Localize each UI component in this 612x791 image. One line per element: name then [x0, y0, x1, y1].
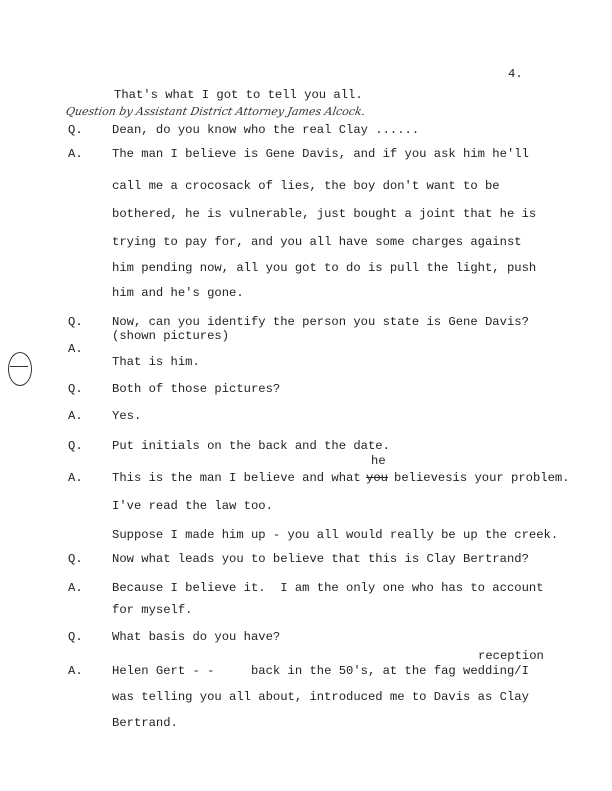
- transcript-line: call me a crocosack of lies, the boy don't want to be: [112, 179, 500, 193]
- transcript-line: Helen Gert - - back in the 50's, at the fag wedding/I: [112, 664, 529, 678]
- transcript-line: Both of those pictures?: [112, 382, 281, 396]
- speaker-label: Q.: [68, 315, 83, 329]
- transcript-line: Now, can you identify the person you state is Gene Davis?: [112, 315, 529, 329]
- transcript-line: him and he's gone.: [112, 286, 244, 300]
- transcript-line: Because I believe it. I am the only one who has to account: [112, 581, 544, 595]
- speaker-label: A.: [68, 147, 83, 161]
- speaker-label: A.: [68, 342, 83, 356]
- transcript-line: bothered, he is vulnerable, just bought a joint that he is: [112, 207, 537, 221]
- speaker-label: A.: [68, 581, 83, 595]
- speaker-label: Q.: [68, 382, 83, 396]
- transcript-line: him pending now, all you got to do is pull the light, push: [112, 261, 537, 275]
- struck-word: you: [366, 471, 388, 485]
- transcript-line: (shown pictures): [112, 329, 230, 343]
- speaker-label: Q.: [68, 630, 83, 644]
- transcript-line: reception: [478, 649, 544, 663]
- transcript-line: Suppose I made him up - you all would really be up the creek.: [112, 528, 559, 542]
- transcript-line: was telling you all about, introduced me to Davis as Clay: [112, 690, 529, 704]
- transcript-line: he: [371, 454, 386, 468]
- transcript-line: for myself.: [112, 603, 193, 617]
- transcript-line: Now what leads you to believe that this is Clay Bertrand?: [112, 552, 529, 566]
- speaker-label: A.: [68, 409, 83, 423]
- transcript-line: That's what I got to tell you all.: [114, 88, 363, 102]
- speaker-label: Q.: [68, 552, 83, 566]
- transcript-line: believesis your problem.: [394, 471, 570, 485]
- transcript-line: I've read the law too.: [112, 499, 273, 513]
- speaker-label: Q.: [68, 123, 83, 137]
- handwritten-annotation: Question by Assistant District Attorney James Alcock.: [64, 105, 367, 118]
- transcript-line: trying to pay for, and you all have some charges against: [112, 235, 522, 249]
- transcript-line: Bertrand.: [112, 716, 178, 730]
- transcript-line: Put initials on the back and the date.: [112, 439, 390, 453]
- handwritten-loop-line: [10, 366, 28, 367]
- transcript-line: What basis do you have?: [112, 630, 281, 644]
- speaker-label: Q.: [68, 439, 83, 453]
- page-number: 4.: [508, 67, 523, 81]
- transcript-line: Yes.: [112, 409, 142, 423]
- transcript-line: That is him.: [112, 355, 200, 369]
- speaker-label: A.: [68, 471, 83, 485]
- transcript-line: Dean, do you know who the real Clay ......: [112, 123, 420, 137]
- handwritten-loop-mark: [8, 352, 32, 386]
- transcript-line: This is the man I believe and what: [112, 471, 361, 485]
- transcript-line: The man I believe is Gene Davis, and if you ask him he'll: [112, 147, 529, 161]
- speaker-label: A.: [68, 664, 83, 678]
